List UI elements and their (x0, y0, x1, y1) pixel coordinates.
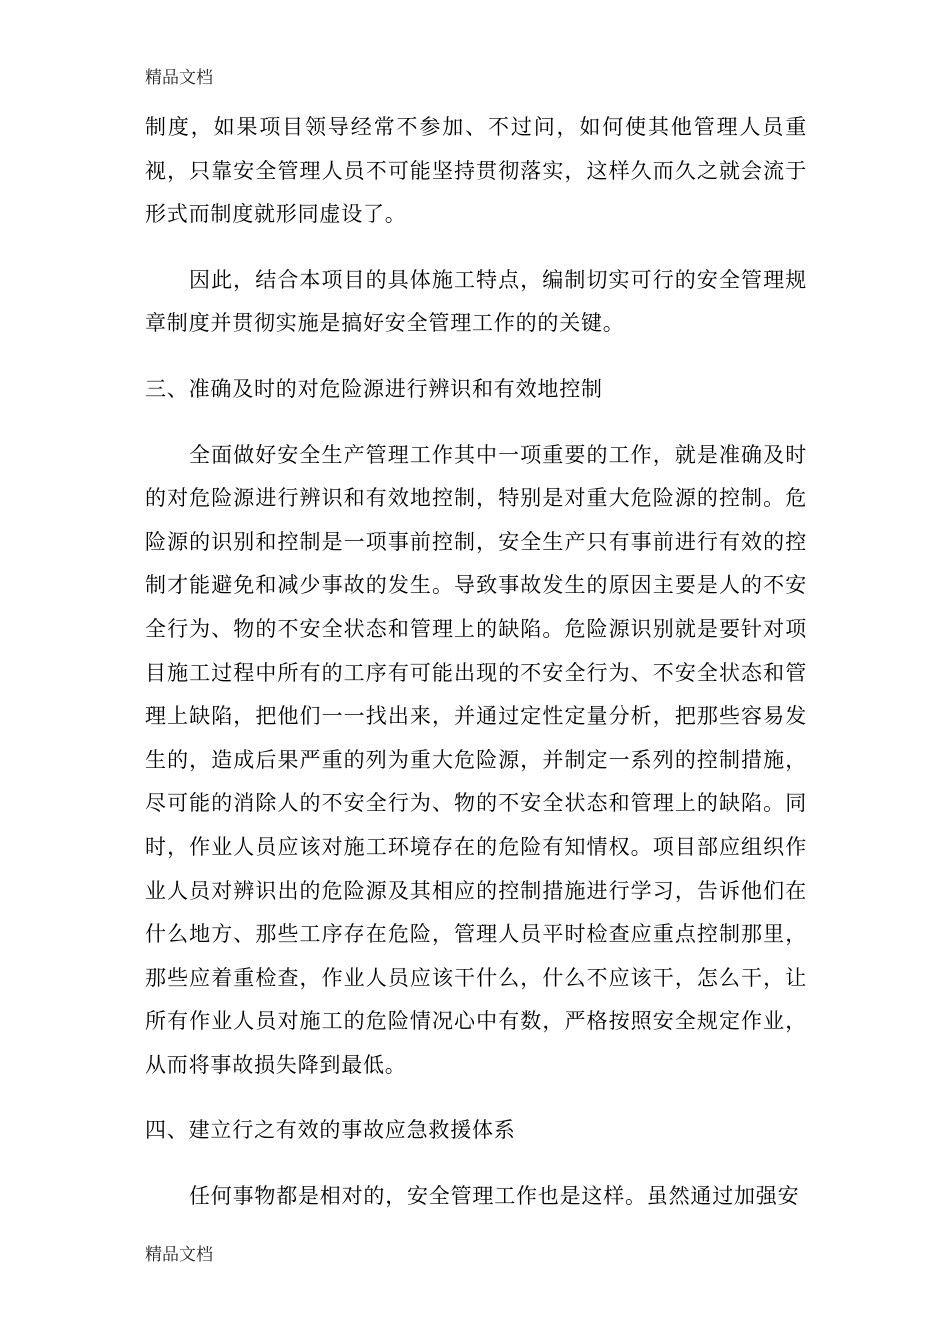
paragraph-3: 全面做好安全生产管理工作其中一项重要的工作，就是准确及时的对危险源进行辨识和有效地控制，特别是对重大危险源的控制。危险源的识别和控制是一项事前控制，安全生产只有事前进行有效的控制才能避免和减少事故的发生。导致事故发生的原因主要是人的不安全行为、物的不安全状态和管理上的缺陷。危险源识别就是要针对项目施工过程中所有的工序有可能出现的不安全行为、不安全状态和管理上缺陷，把他们一一找出来，并通过定性定量分析，把那些容易发生的，造成后果严重的列为重大危险源，并制定一系列的控制措施，尽可能的消除人的不安全行为、物的不安全状态和管理上的缺陷。同时，作业人员应该对施工环境存在的危险有知情权。项目部应组织作业人员对辨识出的危险源及其相应的控制措施进行学习，告诉他们在什么地方、那些工序存在危险，管理人员平时检查应重点控制那里，那些应着重检查，作业人员应该干什么，什么不应该干，怎么干，让所有作业人员对施工的危险情况心中有数，严格按照安全规定作业，从而将事故损失降到最低。 (145, 442, 807, 1077)
section-heading-4: 四、建立行之有效的事故应急救援体系 (145, 1118, 516, 1143)
paragraph-gap (145, 237, 807, 259)
section-heading-3: 三、准确及时的对危险源进行辨识和有效地控制 (145, 376, 603, 401)
paragraph-gap (145, 412, 807, 434)
page-header-label: 精品文档 (145, 68, 213, 88)
paragraph-4: 任何事物都是相对的，安全管理工作也是这样。虽然通过加强安 (189, 1184, 800, 1209)
paragraph-gap (145, 1087, 807, 1109)
paragraph-1: 制度，如果项目领导经常不参加、不过问，如何使其他管理人员重视，只靠安全管理人员不可能坚持贯彻落实，这样久而久之就会流于形式而制度就形同虚设了。 (145, 115, 807, 227)
paragraph-gap (145, 346, 807, 368)
paragraph-2: 因此，结合本项目的具体施工特点，编制切实可行的安全管理规章制度并贯彻实施是搞好安全管理工作的的关键。 (145, 267, 807, 336)
paragraph-gap (145, 1153, 807, 1175)
page-footer-label: 精品文档 (145, 1245, 213, 1265)
document-body (145, 106, 807, 1219)
